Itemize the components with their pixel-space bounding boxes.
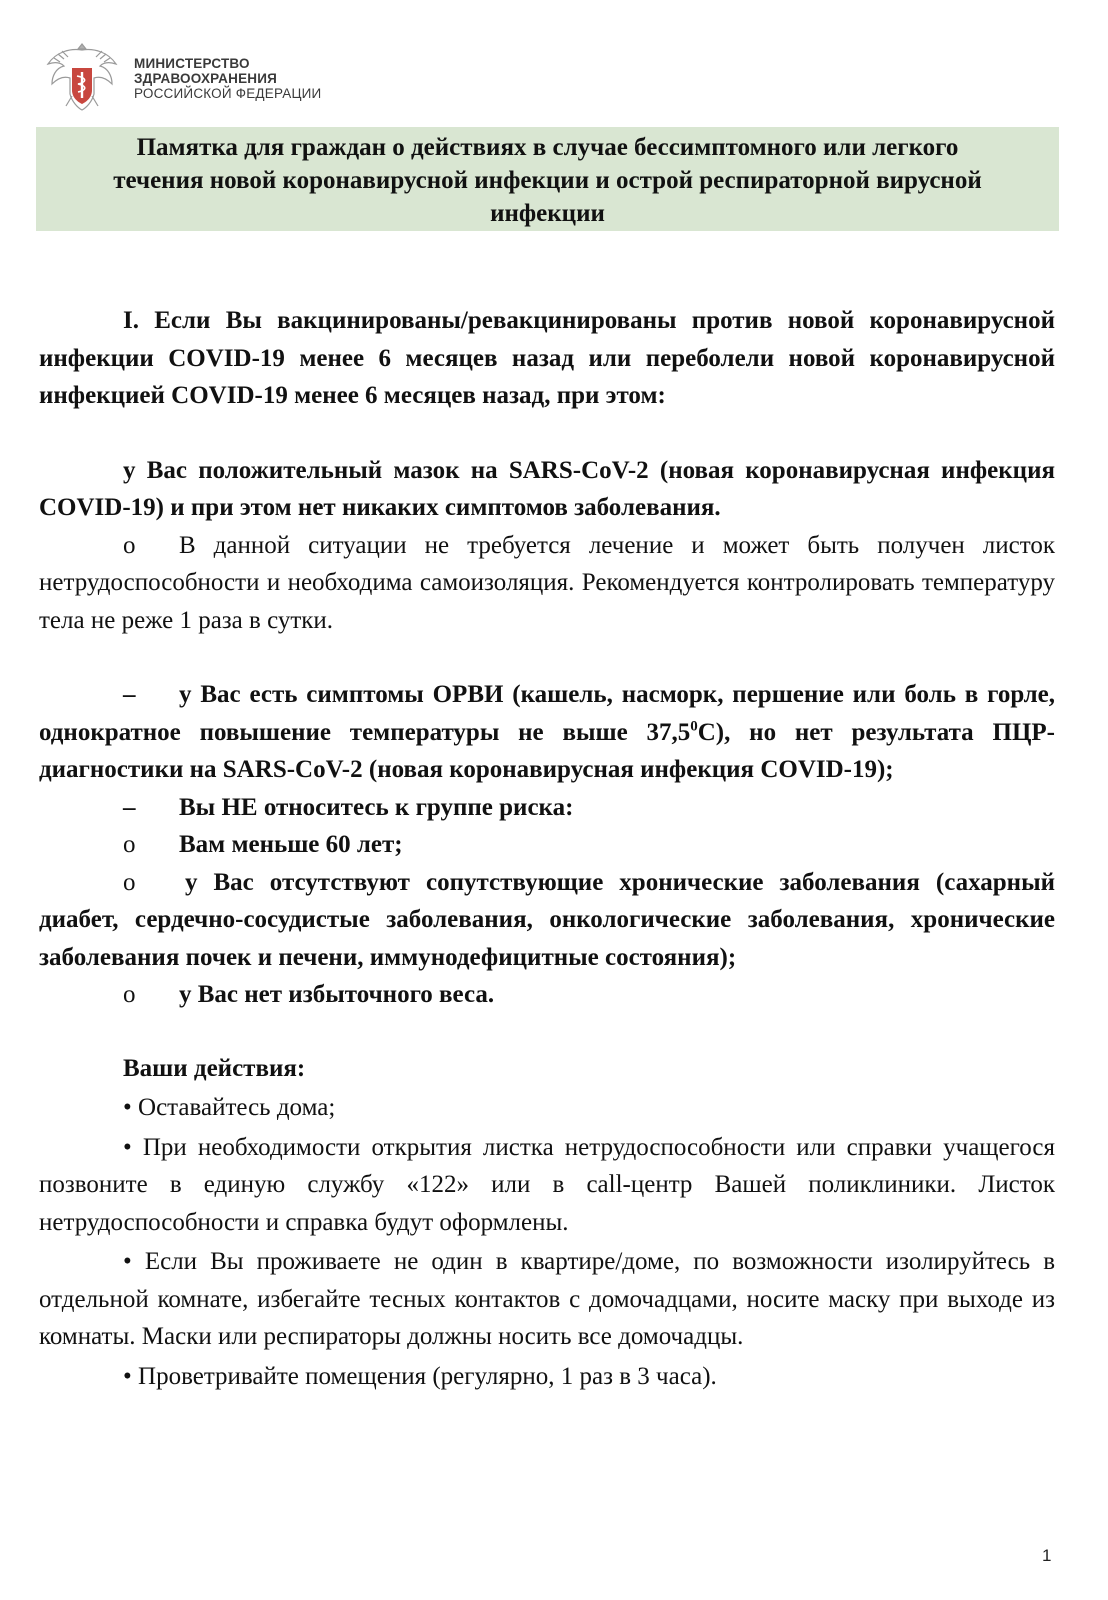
bullet-marker: • xyxy=(123,1248,132,1275)
risk-heading xyxy=(39,789,1055,827)
degree-superscript: 0 xyxy=(690,718,698,735)
action-item-1-text: Оставайтесь дома; xyxy=(138,1094,336,1121)
risk-item-2 xyxy=(39,864,1055,977)
bullet-marker: • xyxy=(123,1362,132,1390)
risk-item-3-text: у Вас нет избыточного веса. xyxy=(179,981,495,1008)
ministry-line-1: МИНИСТЕРСТВО xyxy=(134,56,250,71)
circle-marker: o xyxy=(123,868,136,896)
ministry-name xyxy=(134,56,321,101)
title-line-3: инфекции xyxy=(490,200,605,227)
case-1-text: В данной ситуации не требуется лечение и может быть получен листок нетрудоспособности и необходима самоизоляция. Рекомендуется контролировать температуру тела не реже 1 раза в сутки. xyxy=(39,531,1055,634)
circle-marker: o xyxy=(123,831,136,858)
dash-marker: – xyxy=(123,681,136,708)
action-item-4 xyxy=(39,1358,1055,1396)
risk-heading-text: Вы НЕ относитесь к группе риска: xyxy=(179,793,574,821)
page-number: 1 xyxy=(1042,1546,1052,1565)
case-2-text-b: С), но нет результата ПЦР-диагностики на SARS-CoV-2 (новая коронавирусная инфекция COVID-19); xyxy=(39,718,1055,783)
actions-heading: Ваши действия: xyxy=(123,1054,306,1082)
risk-item-1 xyxy=(39,826,1055,864)
risk-item-1-text: Вам меньше 60 лет; xyxy=(179,831,403,858)
case-2-text-a: у Вас есть симптомы ОРВИ (кашель, насморк, першение или боль в горле, однократное повышение температуры не выше 37,5 xyxy=(39,681,1055,746)
ministry-logo xyxy=(42,38,372,118)
dash-marker: – xyxy=(123,793,136,821)
circle-marker: o xyxy=(123,531,136,559)
section-1-heading: I. Если Вы вакцинированы/ревакцинированы против новой коронавирусной инфекции COVID-19 менее 6 месяцев назад или переболели новой коронавирусной инфекцией COVID-19 менее 6 месяцев назад, при этом: xyxy=(39,307,1055,409)
ministry-line-2: ЗДРАВООХРАНЕНИЯ xyxy=(134,71,278,86)
case-2-item xyxy=(39,676,1055,789)
action-item-1 xyxy=(39,1089,1055,1127)
circle-marker: o xyxy=(123,981,136,1008)
case-1-heading: у Вас положительный мазок на SARS-CoV-2 (новая коронавирусная инфекция COVID-19) и при этом нет никаких симптомов заболевания. xyxy=(39,456,1055,521)
action-item-3 xyxy=(39,1243,1055,1356)
document-body xyxy=(39,302,1055,1395)
case-1-item xyxy=(39,527,1055,640)
action-item-3-text: Если Вы проживаете не один в квартире/доме, по возможности изолируйтесь в отдельной комнате, избегайте тесных контактов с домочадцами, носите маску при выходе из комнаты. Маски или респираторы должны носить все домочадцы. xyxy=(39,1248,1056,1350)
bullet-marker: • xyxy=(123,1094,132,1121)
action-item-4-text: Проветривайте помещения (регулярно, 1 раз в 3 часа). xyxy=(138,1362,717,1390)
ministry-line-3: РОССИЙСКОЙ ФЕДЕРАЦИИ xyxy=(134,86,322,101)
action-item-2 xyxy=(39,1129,1055,1242)
ministry-emblem-icon xyxy=(42,38,122,114)
title-line-1: Памятка для граждан о действиях в случае бессимптомного или легкого xyxy=(136,134,959,161)
bullet-marker: • xyxy=(123,1133,132,1161)
action-item-2-text: При необходимости открытия листка нетрудоспособности или справки учащегося позвоните в единую службу «122» или в call-центр Вашей поликлиники. Листок нетрудоспособности и справка будут оформлены. xyxy=(39,1133,1055,1236)
title-line-2: течения новой коронавирусной инфекции и острой респираторной вирусной xyxy=(113,167,982,194)
document-title xyxy=(36,127,1059,231)
risk-item-2-text: у Вас отсутствуют сопутствующие хронические заболевания (сахарный диабет, сердечно-сосудистые заболевания, онкологические заболевания, хронические заболевания почек и печени, иммунодефицитные состояния); xyxy=(39,868,1055,971)
risk-item-3 xyxy=(39,976,1055,1014)
